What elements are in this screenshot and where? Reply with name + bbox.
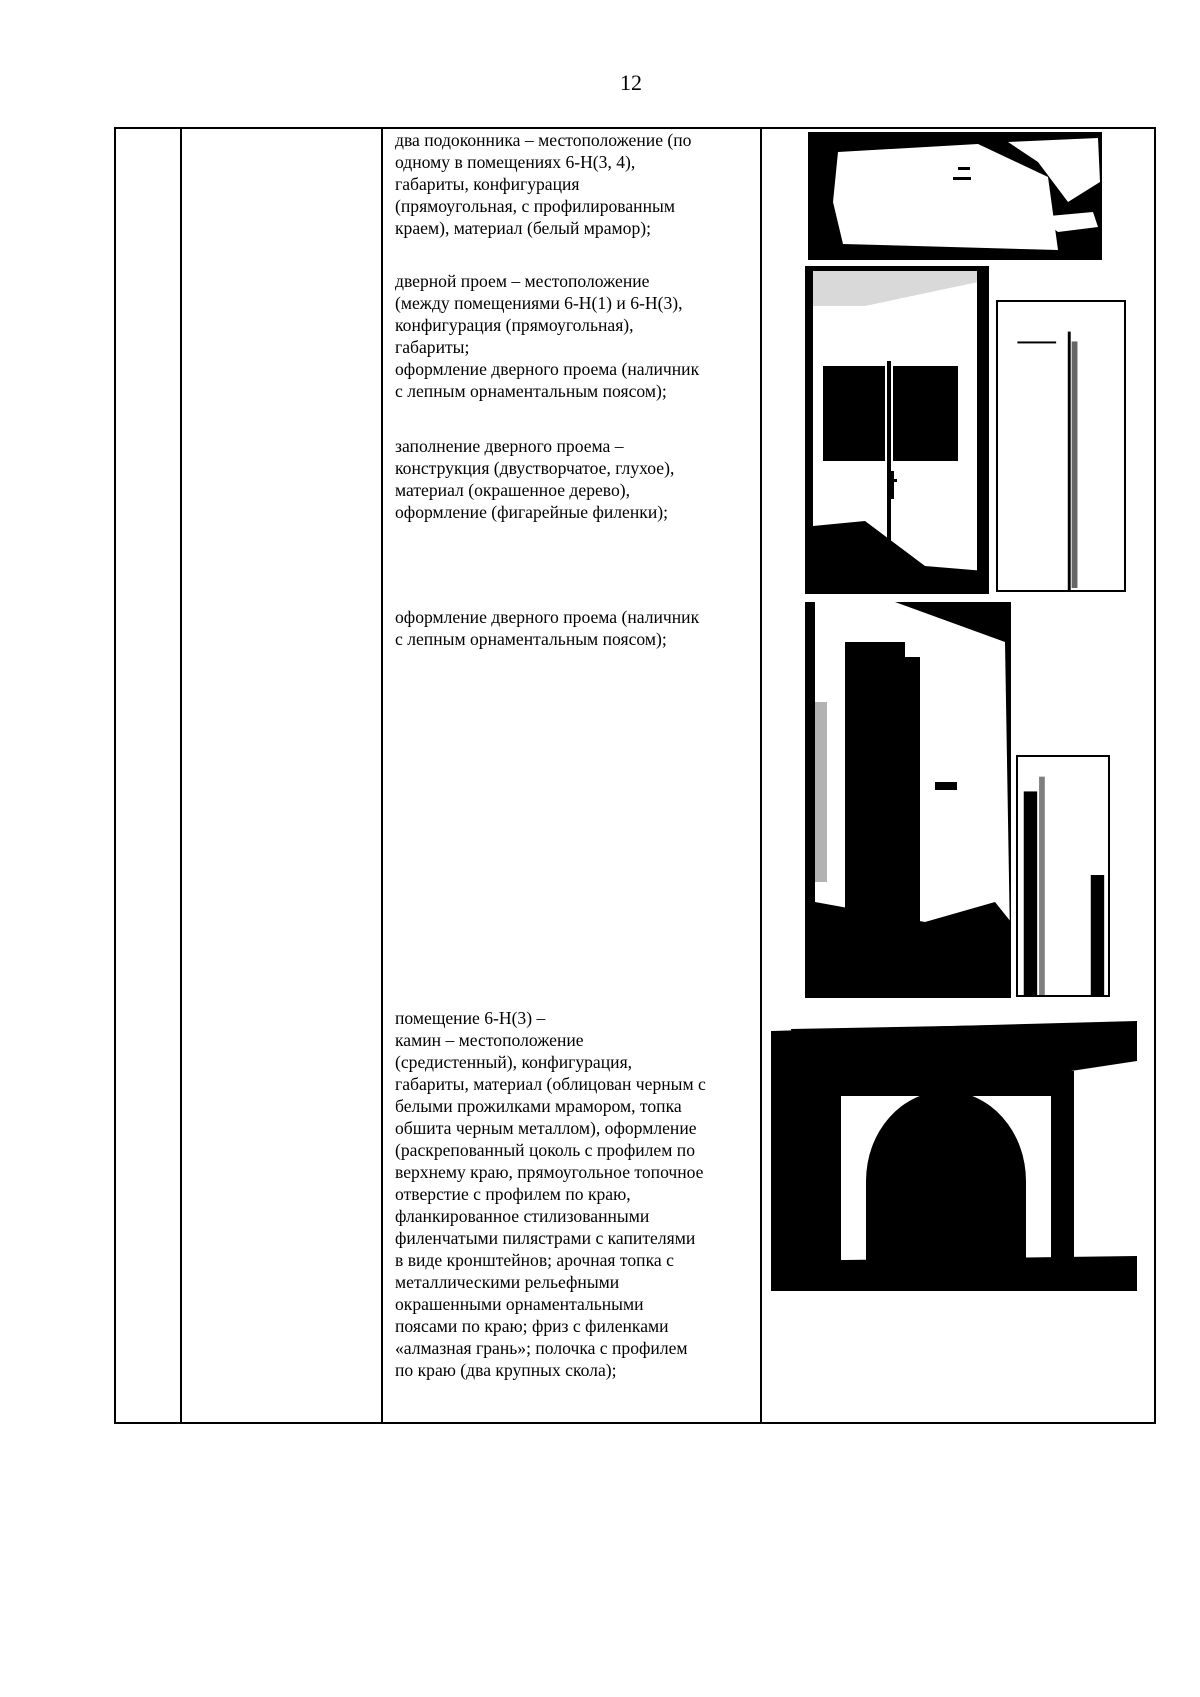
text-line: окрашенными орнаментальными xyxy=(395,1294,644,1314)
text-line: одному в помещениях 6-Н(3, 4), xyxy=(395,152,636,172)
text-line: металлическими рельефными xyxy=(395,1272,620,1292)
door-trim-photo xyxy=(805,602,1011,998)
text-line: оформление дверного проема (наличник xyxy=(395,607,700,627)
text-line: фланкированное стилизованными xyxy=(395,1206,650,1226)
text-line: конструкция (двустворчатое, глухое), xyxy=(395,458,675,478)
description-door-fill xyxy=(395,435,745,523)
text-line: заполнение дверного проема – xyxy=(395,436,624,456)
text-line: габариты, конфигурация xyxy=(395,174,580,194)
text-line: с лепным орнаментальным поясом); xyxy=(395,629,667,649)
object-cell xyxy=(181,128,382,1423)
text-line: обшита черным металлом), оформление xyxy=(395,1118,697,1138)
description-doorway xyxy=(395,270,745,402)
text-line: краем), материал (белый мрамор); xyxy=(395,218,651,238)
text-line: филенчатыми пилястрами с капителями xyxy=(395,1228,696,1248)
text-line: в виде кронштейнов; арочная топка с xyxy=(395,1250,674,1270)
text-line: два подоконника – местоположение (по xyxy=(395,130,692,150)
text-line: помещение 6-Н(3) – xyxy=(395,1008,546,1028)
description-fireplace xyxy=(395,1007,745,1381)
photo-cell xyxy=(761,128,1155,1423)
text-line: (средистенный), конфигурация, xyxy=(395,1052,633,1072)
text-line: (раскрепованный цоколь с профилем по xyxy=(395,1140,695,1160)
text-line: камин – местоположение xyxy=(395,1030,584,1050)
description-sills xyxy=(395,129,745,239)
description-door-trim xyxy=(395,606,745,650)
text-line: габариты; xyxy=(395,337,470,357)
door-detail-photo xyxy=(996,300,1126,592)
text-line: оформление (фигарейные филенки); xyxy=(395,502,668,522)
description-cell xyxy=(382,128,761,1423)
number-cell xyxy=(115,128,181,1423)
text-line: конфигурация (прямоугольная), xyxy=(395,315,634,335)
inventory-table xyxy=(114,127,1156,1424)
page-number: 12 xyxy=(620,70,642,95)
windowsill-photo xyxy=(808,132,1102,260)
text-line: белыми прожилками мрамором, топка xyxy=(395,1096,682,1116)
text-line: «алмазная грань»; полочка с профилем xyxy=(395,1338,688,1358)
text-line: верхнему краю, прямоугольное топочное xyxy=(395,1162,704,1182)
text-line: поясами по краю; фриз с филенками xyxy=(395,1316,669,1336)
fireplace-photo xyxy=(771,1001,1137,1291)
text-line: дверной проем – местоположение xyxy=(395,271,650,291)
text-line: с лепным орнаментальным поясом); xyxy=(395,381,667,401)
text-line: материал (окрашенное дерево), xyxy=(395,480,631,500)
door-trim-detail-photo xyxy=(1016,755,1110,997)
table-row xyxy=(115,128,1155,1423)
double-door-photo xyxy=(805,266,989,594)
text-line: оформление дверного проема (наличник xyxy=(395,359,700,379)
text-line: отверстие с профилем по краю, xyxy=(395,1184,631,1204)
text-line: габариты, материал (облицован черным с xyxy=(395,1074,706,1094)
text-line: по краю (два крупных скола); xyxy=(395,1360,617,1380)
text-line: (прямоугольная, с профилированным xyxy=(395,196,675,216)
text-line: (между помещениями 6-Н(1) и 6-Н(3), xyxy=(395,293,683,313)
